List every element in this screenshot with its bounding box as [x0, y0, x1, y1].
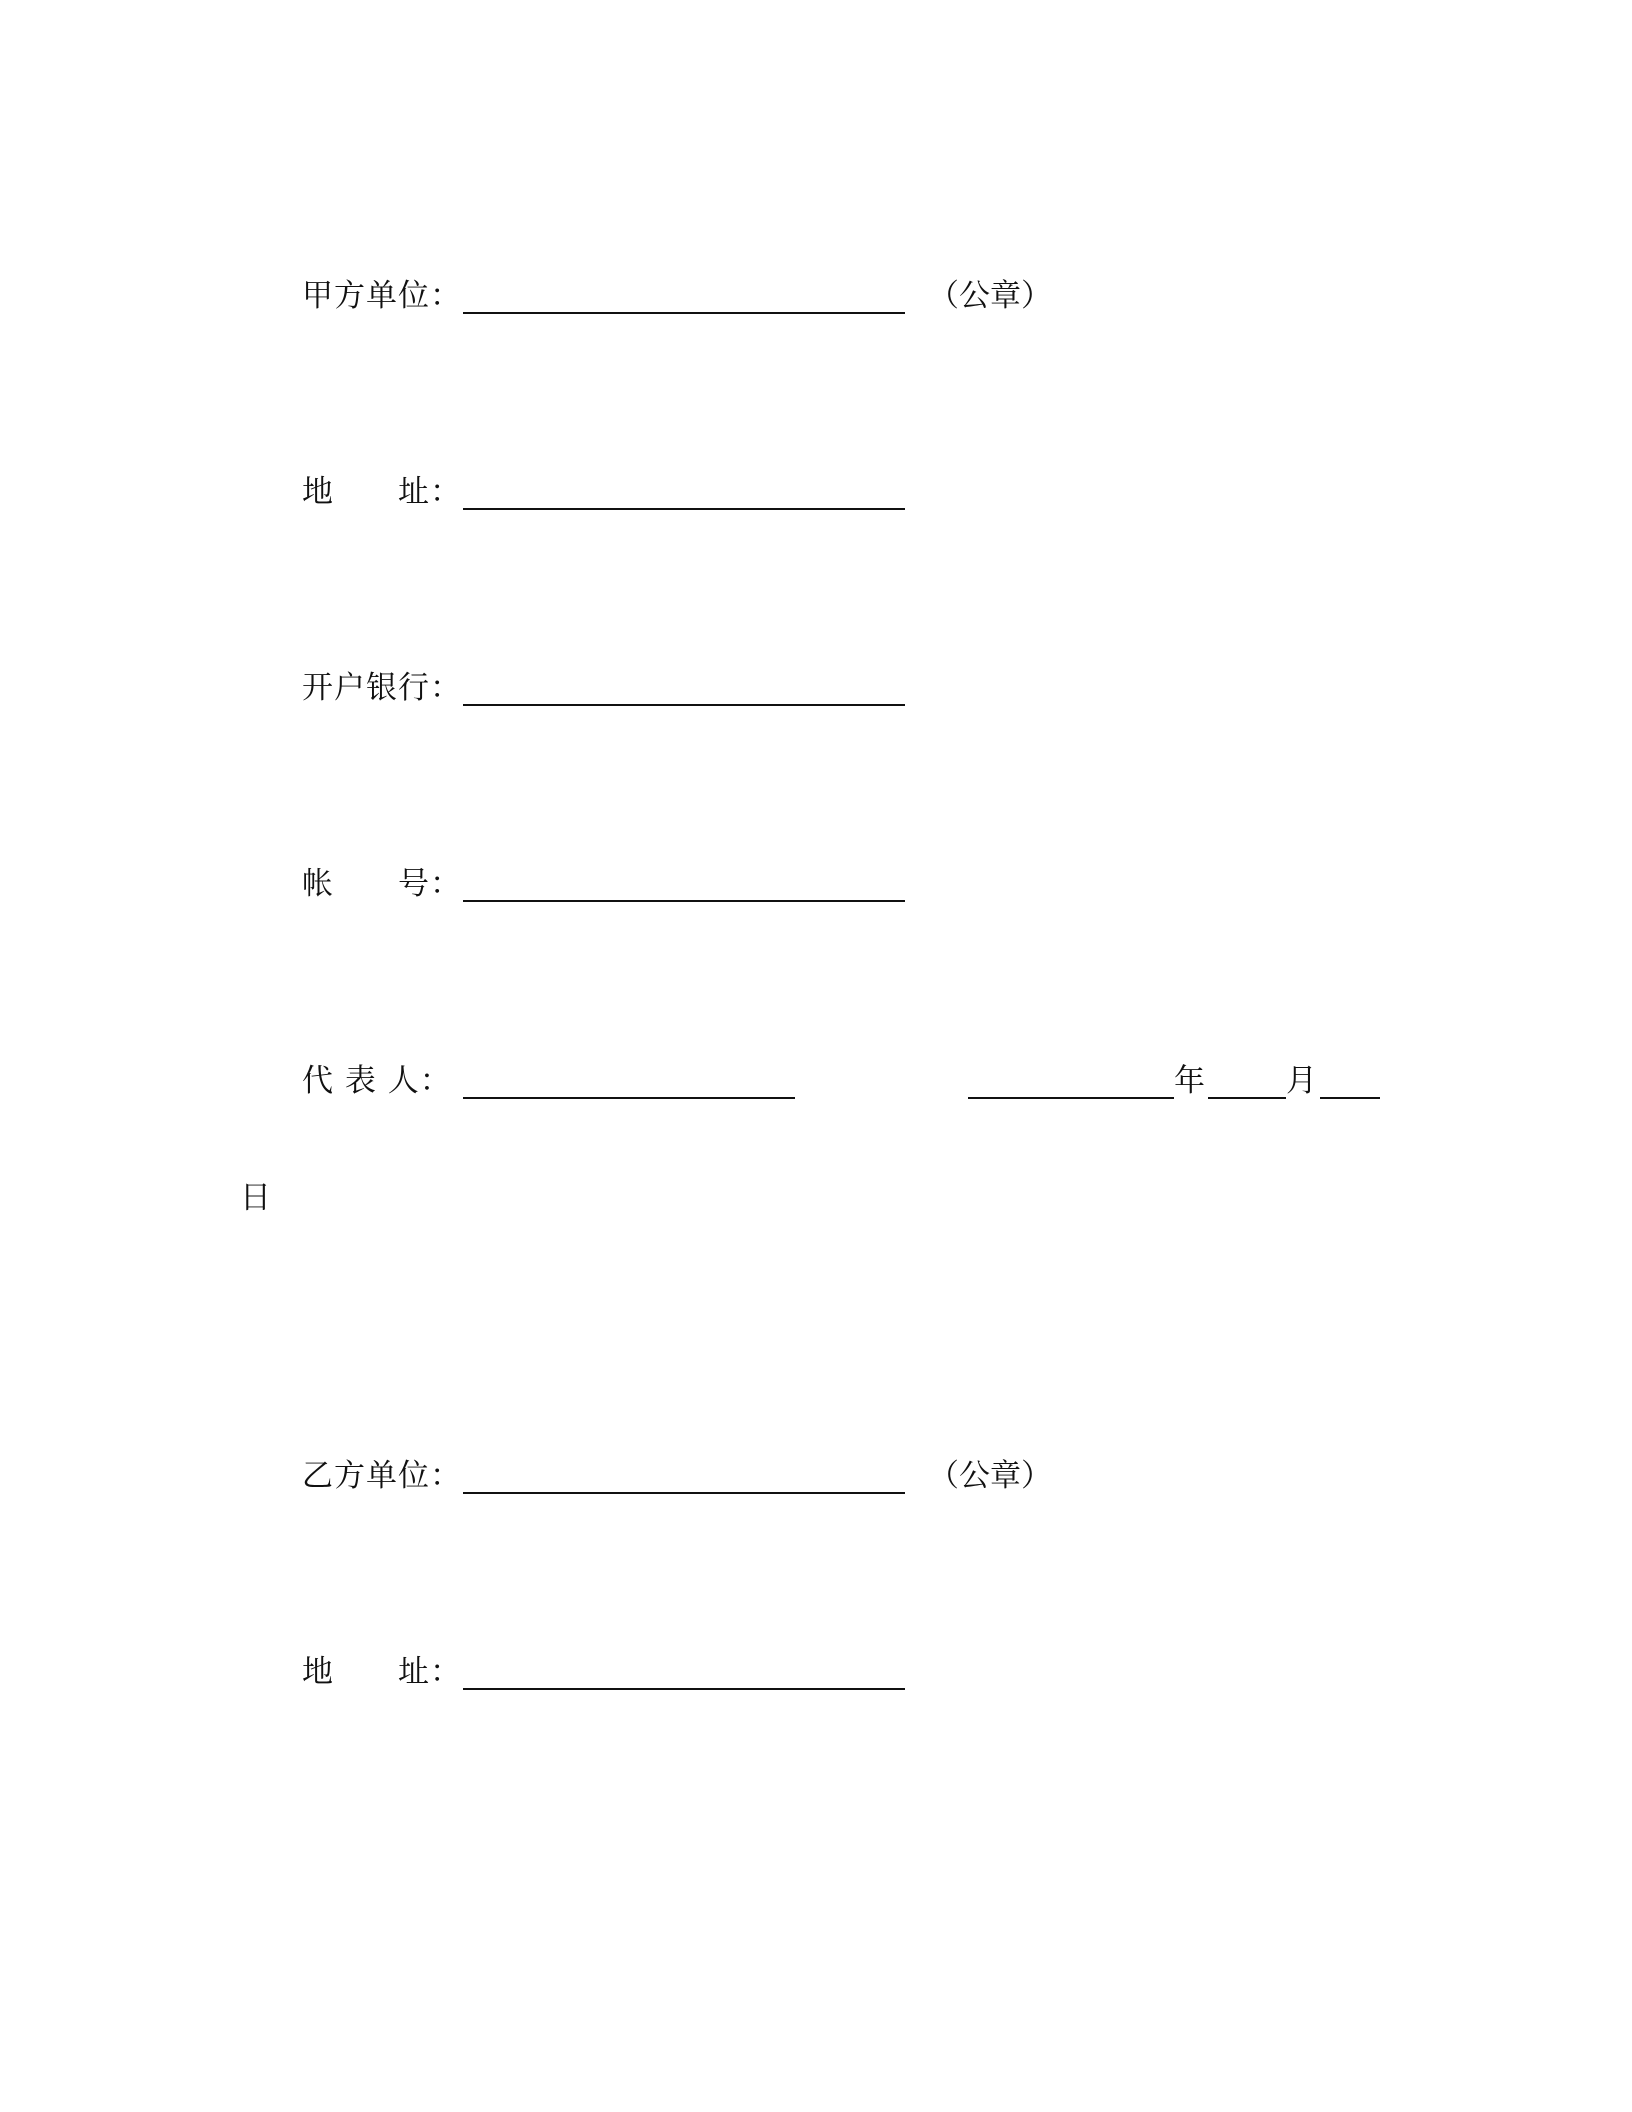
party-a-account-label: 帐 号： — [302, 866, 462, 902]
party-a-representative-label: 代 表 人： — [302, 1063, 452, 1099]
party-b-unit-blank[interactable] — [463, 1492, 905, 1494]
date-year-label: 年 — [1174, 1063, 1205, 1099]
party-b-unit-row — [0, 1456, 1632, 1516]
party-a-bank-blank[interactable] — [463, 704, 905, 706]
party-a-address-blank[interactable] — [463, 508, 905, 510]
party-b-unit-label: 乙方单位： — [302, 1458, 462, 1494]
date-month-label: 月 — [1286, 1063, 1317, 1099]
date-year-blank[interactable] — [968, 1097, 1174, 1099]
party-a-account-row — [0, 864, 1632, 924]
party-a-representative-row — [0, 1061, 1632, 1121]
party-a-account-blank[interactable] — [463, 900, 905, 902]
party-b-address-label: 地 址： — [302, 1654, 462, 1690]
date-month-blank[interactable] — [1208, 1097, 1286, 1099]
party-a-unit-label: 甲方单位： — [302, 278, 462, 314]
party-b-address-blank[interactable] — [463, 1688, 905, 1690]
date-day-blank[interactable] — [1320, 1097, 1380, 1099]
party-a-bank-row — [0, 668, 1632, 728]
party-a-bank-label: 开户银行： — [302, 670, 462, 706]
party-b-seal-note: （公章） — [928, 1458, 1052, 1494]
date-day-label: 日 — [240, 1180, 271, 1216]
party-a-seal-note: （公章） — [928, 278, 1052, 314]
party-a-representative-blank[interactable] — [463, 1097, 795, 1099]
party-a-address-row — [0, 472, 1632, 532]
party-b-address-row — [0, 1652, 1632, 1712]
party-a-address-label: 地 址： — [302, 474, 462, 510]
party-a-unit-blank[interactable] — [463, 312, 905, 314]
party-a-unit-row — [0, 276, 1632, 336]
